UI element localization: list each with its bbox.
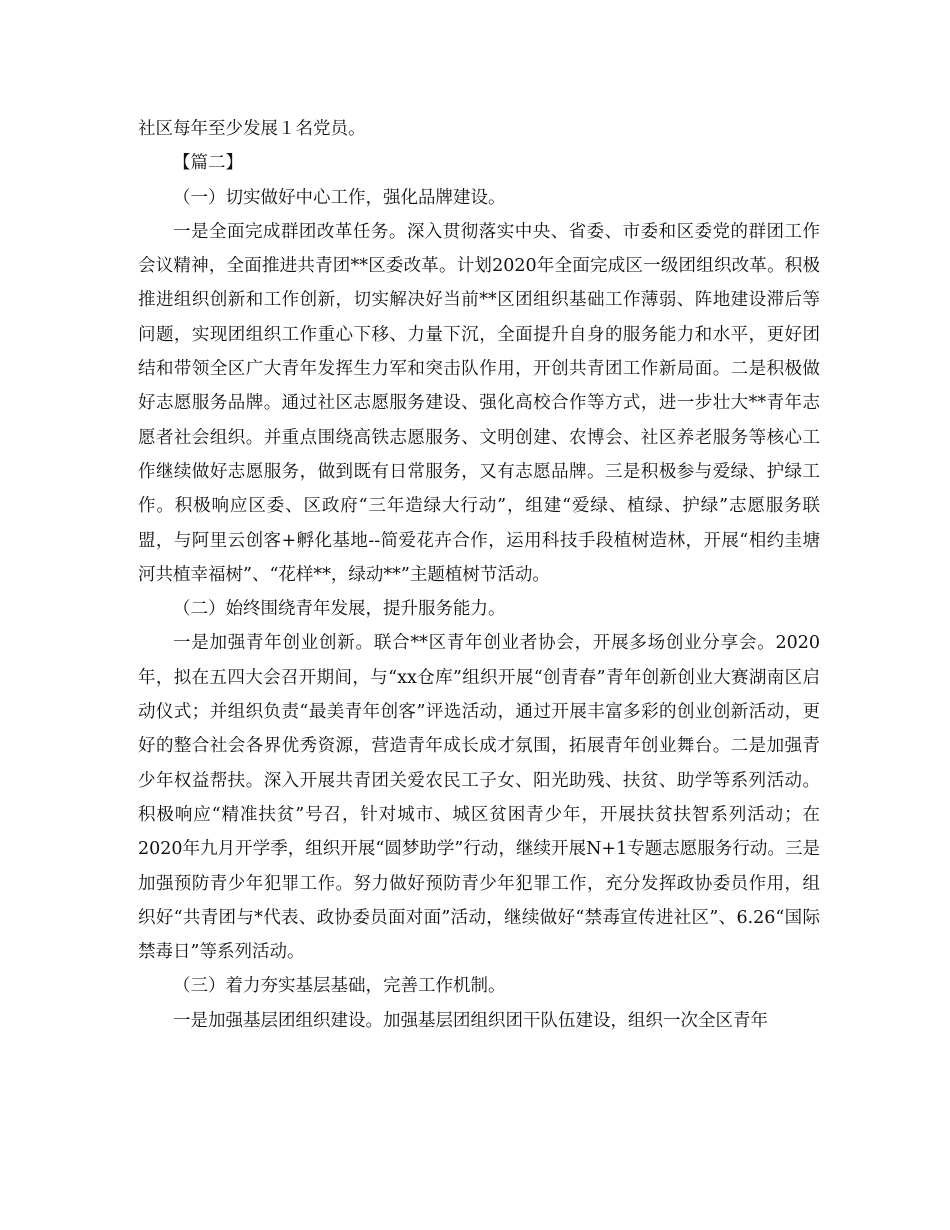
- paragraph-grassroots: 一是加强基层团组织建设。加强基层团组织团干队伍建设，组织一次全区青年: [173, 1010, 768, 1031]
- paragraph-youth-entrepreneurship: 一是加强青年创业创新。联合**区青年创业者协会，开展多场创业分享会。2020年，拟在五四大会召开期间，与“xx仓库”组织开展“创青春”青年创新创业大赛湖南区启动仪式；并组织负责“最美青年创客”评选活动，通过开展丰富多彩的创业创新活动，更好的整合社会各界优秀资源，营造青年成长成才氛围，拓展青年创业舞台。二是加强青少年权益帮扶。深入开展共青团关爱农民工子女、阳光助残、扶贫、助学等系列活动。积极响应“精准扶贫”号召，针对城市、城区贫困青少年，开展扶贫扶智系列活动；在2020年九月开学季，组织开展“圆梦助学”行动，继续开展N+1专题志愿服务行动。三是加强预防青少年犯罪工作。努力做好预防青少年犯罪工作，充分发挥政协委员作用，组织好“共青团与*代表、政协委员面对面”活动，继续做好“禁毒宣传进社区”、6.26“国际禁毒日”等系列活动。: [138, 633, 820, 963]
- paragraph-reform-tasks: 一是全面完成群团改革任务。深入贯彻落实中央、省委、市委和区委党的群团工作会议精神，全面推进共青团**区委改革。计划2020年全面完成区一级团组织改革。积极推进组织创新和工作创新，切实解决好当前**区团组织基础工作薄弱、阵地建设滞后等问题，实现团组织工作重心下移、力量下沉，全面提升自身的服务能力和水平，更好团结和带领全区广大青年发挥生力军和突击队作用，开创共青团工作新局面。二是积极做好志愿服务品牌。通过社区志愿服务建设、强化高校合作等方式，进一步壮大**青年志愿者社会组织。并重点围绕高铁志愿服务、文明创建、农博会、社区养老服务等核心工作继续做好志愿服务，做到既有日常服务，又有志愿品牌。三是积极参与爱绿、护绿工作。积极响应区委、区政府“三年造绿大行动”，组建“爱绿、植绿、护绿”志愿服务联盟，与阿里云创客+孵化基地--简爱花卉合作，运用科技手段植树造林，开展“相约圭塘河共植幸福树”、“花样**，绿动**”主题植树节活动。: [138, 221, 820, 585]
- subheading-two: （二）始终围绕青年发展，提升服务能力。: [173, 599, 506, 620]
- document-body: [138, 112, 820, 1038]
- subheading-one: （一）切实做好中心工作，强化品牌建设。: [173, 187, 506, 208]
- section-heading-part-two: 【篇二】: [173, 153, 243, 174]
- subheading-three: （三）着力夯实基层基础，完善工作机制。: [173, 976, 506, 997]
- paragraph-party-member: 社区每年至少发展１名党员。: [138, 119, 366, 139]
